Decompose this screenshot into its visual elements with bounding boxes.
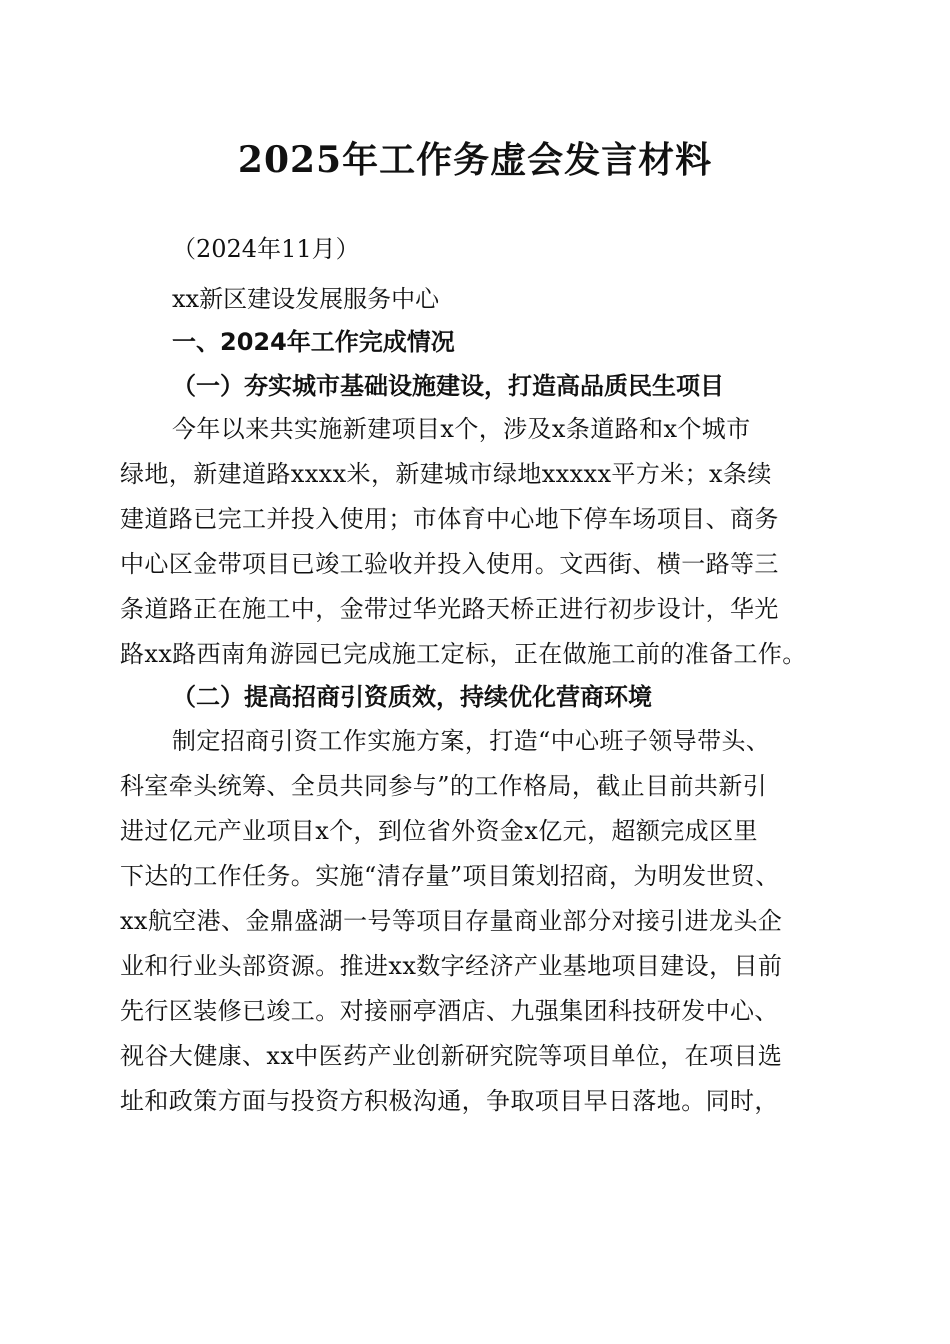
document-date: （2024年11月）: [172, 235, 360, 263]
paragraph-1: [120, 414, 840, 684]
paragraph-line: xx航空港、金鼎盛湖一号等项目存量商业部分对接引进龙头企: [120, 907, 783, 935]
paragraph-line: 条道路正在施工中，金带过华光路天桥正进行初步设计，华光: [120, 595, 779, 623]
section-heading-1: 一、2024年工作完成情况: [172, 328, 455, 356]
paragraph-line: 路xx路西南角游园已完成施工定标，正在做施工前的准备工作。: [120, 640, 807, 668]
subsection-heading-2: （二）提高招商引资质效，持续优化营商环境: [172, 683, 652, 711]
paragraph-line: 下达的工作任务。实施“清存量”项目策划招商，为明发世贸、: [120, 862, 780, 890]
paragraph-line: 科室牵头统筹、全员共同参与”的工作格局，截止目前共新引: [120, 772, 768, 800]
paragraph-line: 业和行业头部资源。推进xx数字经济产业基地项目建设，目前: [120, 952, 783, 980]
paragraph-line: 视谷大健康、xx中医药产业创新研究院等项目单位，在项目选: [120, 1042, 783, 1070]
subsection-heading-1: （一）夯实城市基础设施建设，打造高品质民生项目: [172, 372, 724, 400]
paragraph-line: 先行区装修已竣工。对接丽亭酒店、九强集团科技研发中心、: [120, 997, 779, 1025]
paragraph-line: 进过亿元产业项目x个，到位省外资金x亿元，超额完成区里: [120, 817, 758, 845]
paragraph-line: 绿地，新建道路xxxx米，新建城市绿地xxxxx平方米；x条续: [120, 460, 772, 488]
paragraph-line: 今年以来共实施新建项目x个，涉及x条道路和x个城市: [172, 415, 751, 443]
paragraph-line: 中心区金带项目已竣工验收并投入使用。文西街、横一路等三: [120, 550, 779, 578]
paragraph-line: 制定招商引资工作实施方案，打造“中心班子领导带头、: [172, 727, 771, 755]
organization-name: xx新区建设发展服务中心: [172, 285, 440, 313]
paragraph-2: [120, 726, 840, 1131]
paragraph-line: 建道路已完工并投入使用；市体育中心地下停车场项目、商务: [120, 505, 779, 533]
paragraph-line: 址和政策方面与投资方积极沟通，争取项目早日落地。同时，: [120, 1087, 779, 1115]
document-title: 2025年工作务虚会发言材料: [237, 139, 713, 181]
